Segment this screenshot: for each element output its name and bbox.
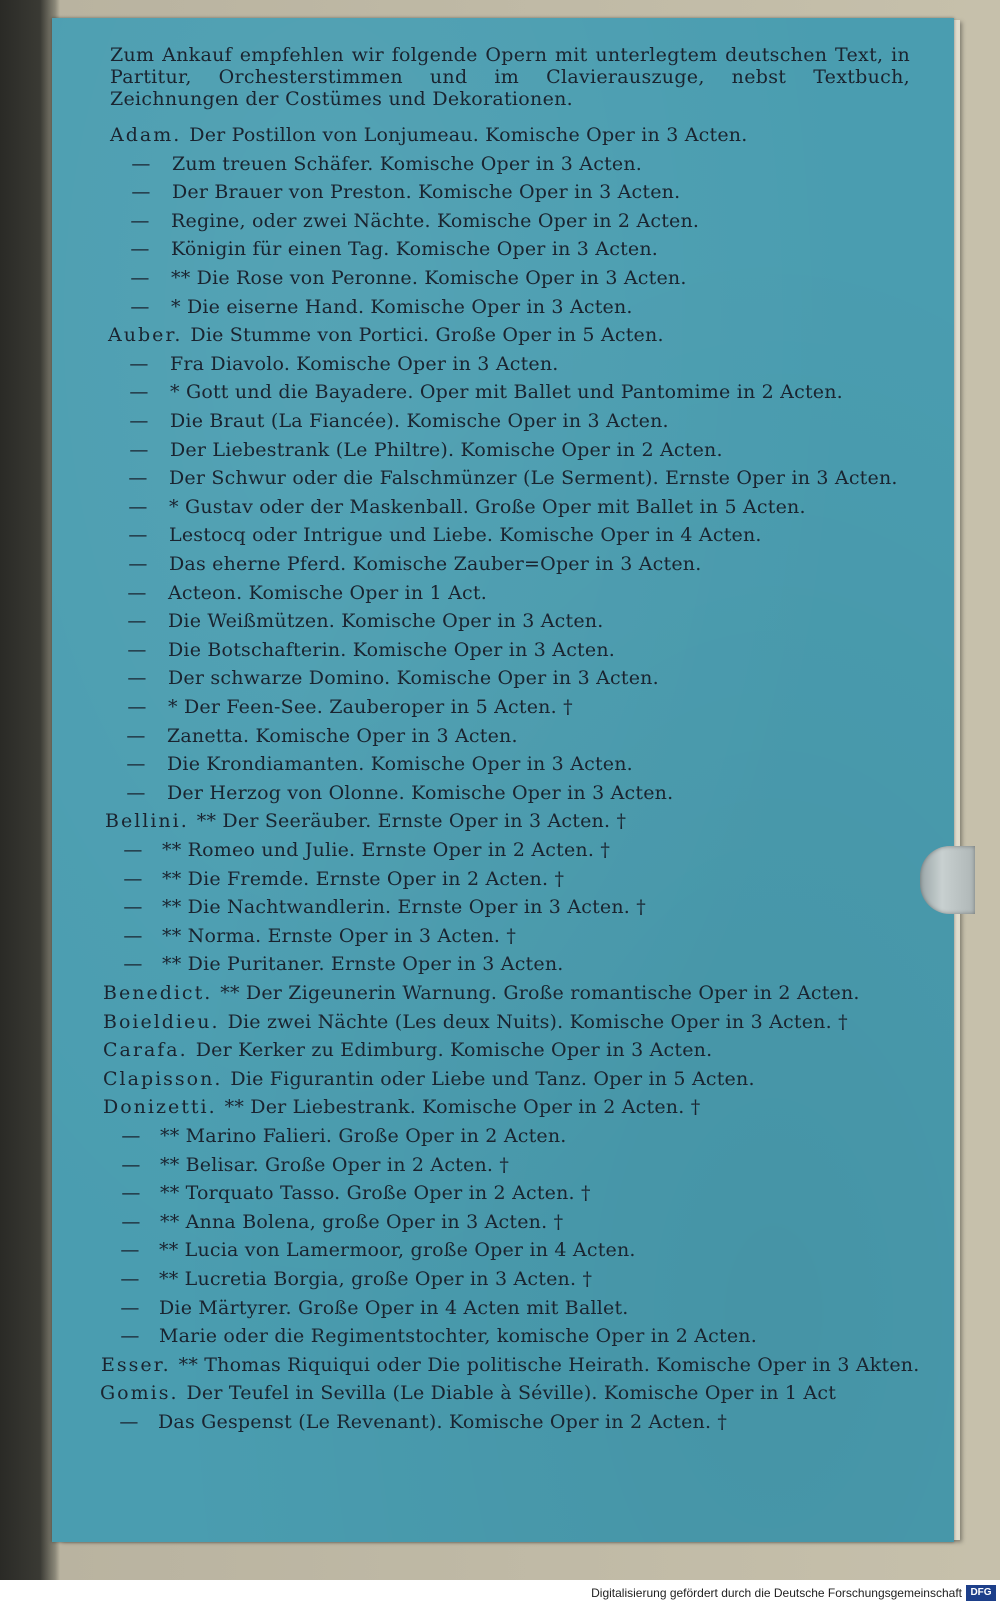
- list-item: [110, 150, 642, 178]
- opera-entry: ** Thomas Riquiqui oder Die politische Heirath. Komische Oper in 3 Akten.: [178, 1354, 920, 1376]
- opera-entry: ** Norma. Ernste Oper in 3 Acten. †: [162, 925, 517, 947]
- list-item: [103, 1008, 848, 1036]
- list-item: [101, 1322, 757, 1350]
- composer-name: Donizetti.: [103, 1096, 217, 1118]
- opera-entry: ** Anna Bolena, große Oper in 3 Acten. †: [160, 1211, 564, 1233]
- list-item: [108, 436, 723, 464]
- list-item: [102, 1151, 509, 1179]
- list-item: [105, 750, 633, 778]
- opera-entry: Die Märtyrer. Große Oper in 4 Acten mit Ballet.: [159, 1297, 629, 1319]
- opera-entry: Lestocq oder Intrigue und Liebe. Komische Oper in 4 Acten.: [169, 524, 762, 546]
- ditto-dash: —: [126, 753, 146, 775]
- list-item: [110, 178, 680, 206]
- list-item: [107, 521, 762, 549]
- list-item: [103, 1093, 700, 1121]
- opera-entry: Zum treuen Schäfer. Komische Oper in 3 Acten.: [172, 153, 643, 175]
- opera-entry: Acteon. Komische Oper in 1 Act.: [168, 582, 487, 604]
- opera-entry: ** Lucia von Lamermoor, große Oper in 4 Acten.: [159, 1239, 636, 1261]
- opera-entry: Der Brauer von Preston. Komische Oper in 3 Acten.: [172, 181, 681, 203]
- list-item: [105, 779, 673, 807]
- ditto-dash: —: [127, 667, 147, 689]
- ditto-dash: —: [121, 1154, 141, 1176]
- opera-entry: * Die eiserne Hand. Komische Oper in 3 Acten.: [171, 296, 633, 318]
- ditto-dash: —: [120, 1239, 140, 1261]
- ditto-dash: —: [123, 868, 143, 890]
- intro-paragraph: Zum Ankauf empfehlen wir folgende Opern mit unterlegtem deutschen Text, in Partitur, Orchesterstimmen und im Clavierauszuge, nebst Textbuch, Zeichnungen der Costümes und Dekorationen.: [110, 44, 910, 110]
- composer-name: Carafa.: [103, 1039, 188, 1061]
- ditto-dash: —: [128, 467, 148, 489]
- ditto-dash: —: [121, 1211, 141, 1233]
- ditto-dash: —: [129, 439, 149, 461]
- opera-entry: Das Gespenst (Le Revenant). Komische Oper in 2 Acten. †: [158, 1411, 728, 1433]
- ditto-dash: —: [119, 1411, 139, 1433]
- opera-entry: ** Die Fremde. Ernste Oper in 2 Acten. †: [162, 868, 565, 890]
- opera-entry: ** Romeo und Julie. Ernste Oper in 2 Acten. †: [162, 839, 611, 861]
- composer-name: Auber.: [108, 324, 183, 346]
- footer-bar: [0, 1580, 1000, 1608]
- list-item: [109, 235, 658, 263]
- ditto-dash: —: [130, 238, 150, 260]
- ditto-dash: —: [127, 582, 147, 604]
- opera-entry: Die zwei Nächte (Les deux Nuits). Komische Oper in 3 Acten. †: [227, 1011, 848, 1033]
- ditto-dash: —: [131, 181, 151, 203]
- ditto-dash: —: [128, 496, 148, 518]
- list-item: [109, 293, 633, 321]
- ditto-dash: —: [129, 410, 149, 432]
- ditto-dash: —: [129, 353, 149, 375]
- ditto-dash: —: [123, 953, 143, 975]
- list-item: [110, 121, 747, 149]
- opera-entry: ** Der Zigeunerin Warnung. Große romantische Oper in 2 Acten.: [220, 982, 860, 1004]
- opera-entry: Die Botschafterin. Komische Oper in 3 Acten.: [168, 639, 616, 661]
- ditto-dash: —: [131, 153, 151, 175]
- ditto-dash: —: [126, 725, 146, 747]
- composer-name: Boieldieu.: [103, 1011, 220, 1033]
- list-item: [102, 1122, 567, 1150]
- ditto-dash: —: [130, 267, 150, 289]
- page-tab-marker: [920, 846, 975, 914]
- list-item: [102, 1208, 563, 1236]
- document-page: [52, 18, 954, 1542]
- opera-entry: ** Die Nachtwandlerin. Ernste Oper in 3 Acten. †: [162, 896, 646, 918]
- opera-entry: Regine, oder zwei Nächte. Komische Oper in 2 Acten.: [171, 210, 700, 232]
- opera-entry: ** Die Puritaner. Ernste Oper in 3 Acten.: [162, 953, 564, 975]
- ditto-dash: —: [120, 1297, 140, 1319]
- composer-name: Adam.: [110, 124, 182, 146]
- opera-entry: * Gott und die Bayadere. Oper mit Ballet und Pantomime in 2 Acten.: [170, 381, 843, 403]
- opera-entry: Königin für einen Tag. Komische Oper in 3 Acten.: [171, 238, 659, 260]
- list-item: [108, 378, 843, 406]
- opera-entry: * Gustav oder der Maskenball. Große Oper mit Ballet in 5 Acten.: [169, 496, 806, 518]
- ditto-dash: —: [126, 782, 146, 804]
- opera-entry: Der Liebestrank (Le Philtre). Komische Oper in 2 Acten.: [170, 439, 723, 461]
- opera-entry: Zanetta. Komische Oper in 3 Acten.: [167, 725, 518, 747]
- list-item: [101, 1294, 629, 1322]
- opera-entry: Der Kerker zu Edimburg. Komische Oper in 3 Acten.: [195, 1039, 713, 1061]
- list-item: [101, 1236, 636, 1264]
- ditto-dash: —: [123, 839, 143, 861]
- opera-entry: Der Teufel in Sevilla (Le Diable à Séville). Komische Oper in 1 Act: [186, 1382, 837, 1404]
- list-item: [103, 979, 860, 1007]
- composer-name: Benedict.: [103, 982, 213, 1004]
- ditto-dash: —: [128, 553, 148, 575]
- list-item: [100, 1408, 727, 1436]
- opera-entry: Der Postillon von Lonjumeau. Komische Oper in 3 Acten.: [189, 124, 748, 146]
- list-item: [108, 321, 664, 349]
- composer-name: Bellini.: [105, 810, 189, 832]
- list-item: [105, 807, 626, 835]
- list-item: [106, 579, 487, 607]
- ditto-dash: —: [128, 524, 148, 546]
- list-item: [103, 1036, 712, 1064]
- opera-entry: Die Krondiamanten. Komische Oper in 3 Acten.: [167, 753, 633, 775]
- opera-entry: Das eherne Pferd. Komische Zauber=Oper in 3 Acten.: [169, 553, 702, 575]
- list-item: [103, 1065, 755, 1093]
- ditto-dash: —: [127, 610, 147, 632]
- opera-entry: ** Lucretia Borgia, große Oper in 3 Acten. †: [159, 1268, 593, 1290]
- ditto-dash: —: [130, 296, 150, 318]
- ditto-dash: —: [127, 696, 147, 718]
- composer-name: Clapisson.: [103, 1068, 223, 1090]
- list-item: [108, 350, 559, 378]
- list-item: [106, 664, 659, 692]
- opera-entry: Die Braut (La Fiancée). Komische Oper in 3 Acten.: [170, 410, 669, 432]
- ditto-dash: —: [123, 925, 143, 947]
- opera-entry: ** Die Rose von Peronne. Komische Oper in 3 Acten.: [171, 267, 687, 289]
- list-item: [107, 493, 806, 521]
- opera-entry: Die Weißmützen. Komische Oper in 3 Acten.: [168, 610, 604, 632]
- list-item: [109, 264, 687, 292]
- opera-entry: ** Belisar. Große Oper in 2 Acten. †: [160, 1154, 510, 1176]
- list-item: [104, 893, 646, 921]
- opera-entry: Der Schwur oder die Falschmünzer (Le Serment). Ernste Oper in 3 Acten.: [169, 467, 898, 489]
- ditto-dash: —: [127, 639, 147, 661]
- ditto-dash: —: [121, 1125, 141, 1147]
- ditto-dash: —: [121, 1182, 141, 1204]
- opera-entry: ** Torquato Tasso. Große Oper in 2 Acten. †: [160, 1182, 591, 1204]
- opera-entry: * Der Feen-See. Zauberoper in 5 Acten. †: [168, 696, 573, 718]
- list-item: [106, 607, 603, 635]
- list-item: [107, 550, 701, 578]
- list-item: [100, 1379, 836, 1407]
- opera-entry: Der schwarze Domino. Komische Oper in 3 Acten.: [168, 667, 659, 689]
- ditto-dash: —: [129, 381, 149, 403]
- opera-entry: Die Figurantin oder Liebe und Tanz. Oper in 5 Acten.: [230, 1068, 755, 1090]
- list-item: [101, 1351, 919, 1379]
- composer-name: Gomis.: [100, 1382, 179, 1404]
- list-item: [104, 950, 564, 978]
- opera-entry: Fra Diavolo. Komische Oper in 3 Acten.: [170, 353, 559, 375]
- opera-entry: Der Herzog von Olonne. Komische Oper in 3 Acten.: [167, 782, 674, 804]
- list-item: [104, 836, 610, 864]
- list-item: [106, 693, 573, 721]
- opera-entry: ** Der Liebestrank. Komische Oper in 2 Acten. †: [224, 1096, 701, 1118]
- opera-entry: Marie oder die Regimentstochter, komische Oper in 2 Acten.: [159, 1325, 757, 1347]
- list-item: [104, 922, 516, 950]
- list-item: [102, 1179, 591, 1207]
- list-item: [104, 865, 564, 893]
- opera-entry: ** Marino Falieri. Große Oper in 2 Acten.: [160, 1125, 567, 1147]
- list-item: [109, 207, 699, 235]
- list-item: [101, 1265, 592, 1293]
- dfg-logo: DFG: [966, 1585, 996, 1601]
- ditto-dash: —: [120, 1325, 140, 1347]
- ditto-dash: —: [120, 1268, 140, 1290]
- list-item: [105, 722, 518, 750]
- composer-name: Esser.: [101, 1354, 171, 1376]
- ditto-dash: —: [130, 210, 150, 232]
- list-item: [106, 636, 615, 664]
- opera-entry: ** Der Seeräuber. Ernste Oper in 3 Acten. †: [196, 810, 627, 832]
- list-item: [107, 464, 898, 492]
- ditto-dash: —: [123, 896, 143, 918]
- opera-entry: Die Stumme von Portici. Große Oper in 5 Acten.: [190, 324, 664, 346]
- list-item: [108, 407, 669, 435]
- funding-note: Digitalisierung gefördert durch die Deutsche Forschungsgemeinschaft: [591, 1586, 962, 1600]
